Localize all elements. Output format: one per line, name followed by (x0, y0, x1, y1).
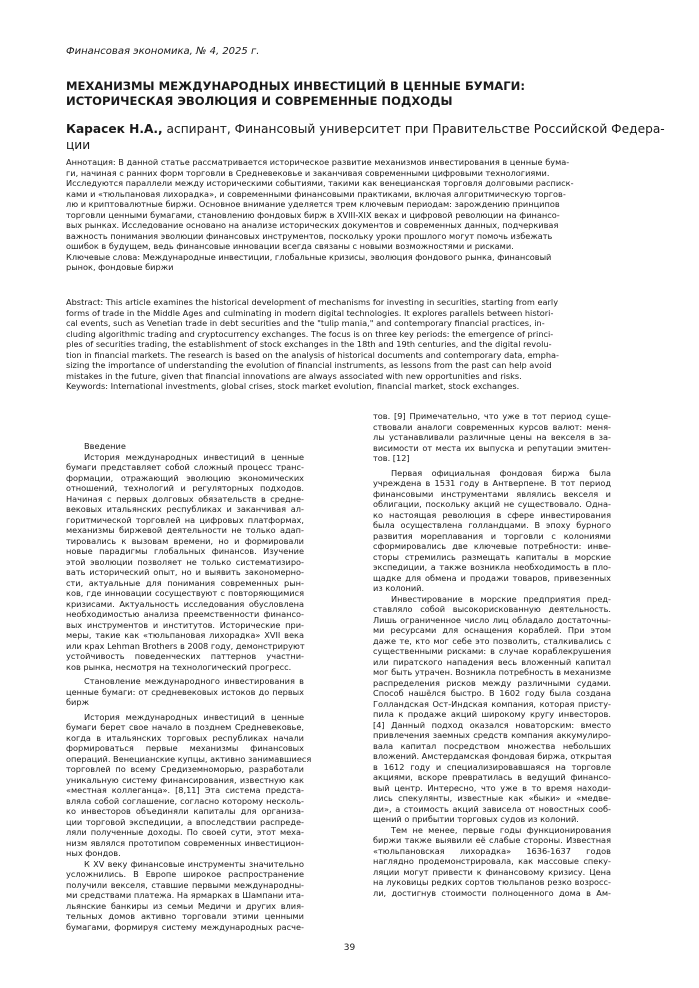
text-line: висимости от места их выпуска и репутации эмитен- (373, 442, 611, 453)
text-line: Введение (84, 441, 126, 451)
text-line: бумаги представляет собой сложный процесс транс- (66, 462, 304, 472)
title-line: ИСТОРИЧЕСКАЯ ЭВОЛЮЦИЯ И СОВРЕМЕННЫЕ ПОДХОДЫ (66, 94, 453, 108)
text-line: ков рынка, несмотря на технологический прогресс. (66, 661, 292, 672)
text-line: формироваться первые механизмы финансовых (66, 743, 304, 753)
text-line: тов. [12] (373, 453, 410, 463)
text-line: Первая официальная фондовая биржа была (391, 467, 611, 478)
text-line: ценные бумаги: от средневековых истоков до первых (66, 686, 304, 697)
text-line: бирж (66, 697, 89, 707)
text-line: щадке для обмена и продажи товаров, привезенных (373, 572, 611, 583)
annotation-line: важность понимания эволюции финансовых инструментов, поскольку уроки прошлого могут помочь избежать (66, 230, 553, 241)
abstract-line: cal events, such as Venetian trade in debt securities and the "tulip mania," and contemporary financial practices, in- (66, 318, 545, 328)
text-line: ми ресурсами для оснащения кораблей. При этом (373, 625, 611, 635)
text-line: ставляло собой высокорискованную деятельность. (373, 604, 611, 614)
annotation-line: торговли ценными бумагами, становлению фондовых бирж в XVIII-XIX веках и цифровой революции на финансо- (66, 209, 560, 220)
text-line: механизмы биржевой деятельности не только адап- (66, 525, 304, 535)
text-line: получили векселя, ставшие первыми международны- (66, 879, 304, 890)
annotation-ru (66, 157, 636, 273)
text-line: ков, где инновации сосуществуют с повторяющимися (66, 588, 304, 598)
text-line: когда в итальянских торговых республиках начали (66, 732, 304, 743)
annotation-line: вых рынках. Исследование основано на анализе исторических документов и современных данных, подчеркивая (66, 220, 559, 230)
text-line: Тем не менее, первые годы функционирования (391, 824, 611, 835)
author-name: Карасек Н.А., (66, 122, 163, 136)
text-line: ли, достигнув стоимости полноценного дома в Ам- (373, 887, 611, 898)
text-line: была осуществлена голландцами. В эпоху бурного (373, 520, 611, 530)
right-column (373, 411, 611, 898)
text-line: учреждена в 1531 году в Антверпене. В тот период (373, 478, 611, 488)
text-line: [4] Данный подход оказался новаторским: вместо (373, 719, 611, 730)
abstract-line: ples of securities trading, the establishment of stock exchanges in the 18th and 19th centuries, and the digital revolu- (66, 339, 552, 349)
author-affiliation: аспирант, Финансовый университет при Правительстве Российской Федера- (162, 122, 665, 136)
annotation-line: Аннотация: В данной статье рассматривается историческое развитие механизмов инвестирования в ценные бума- (66, 157, 570, 167)
text-line: сти, актуальные для понимания современных рын- (66, 577, 304, 588)
text-line: горитмической торговлей на цифровых платформах, (66, 514, 304, 525)
text-line: или крах Lehman Brothers в 2008 году, демонстрируют (66, 640, 305, 651)
text-line: уникальную систему финансирования, известную как (66, 774, 304, 785)
text-line: необходимостью анализа преемственности финансо- (66, 609, 304, 619)
page-number: 39 (343, 943, 356, 953)
text-line: тировались к вызовам времени, но и формировали (66, 535, 304, 546)
text-line: формации, отражающий эволюцию экономических (66, 472, 304, 483)
annotation-line: Ключевые слова: Международные инвестиции, глобальные кризисы, эволюция фондового рынка, финансовый (66, 251, 552, 262)
text-line: усложнились. В Европе широкое распространение (66, 869, 304, 879)
text-line: операций. Венецианские купцы, активно занимавшиеся (66, 753, 312, 764)
abstract-line: mistakes in the future, given that financial innovations are always associated with new opportunities and risks. (66, 370, 522, 381)
text-line: История международных инвестиций в ценные (84, 451, 304, 462)
text-line: или пиратского нападения весь вложенный капитал (373, 656, 611, 667)
title-line: МЕХАНИЗМЫ МЕЖДУНАРОДНЫХ ИНВЕСТИЦИЙ В ЦЕННЫЕ БУМАГИ: (66, 79, 525, 93)
text-line: акциями, вскоре превратилась в ведущий финансо- (373, 772, 611, 782)
text-line: вековых итальянских республиках и заканчивая ал- (66, 504, 304, 514)
text-line: тов. [9] Примечательно, что уже в тот период суще- (373, 411, 611, 421)
text-line: сторы стремились размещать капиталы в морские (373, 551, 611, 562)
text-line: сформировались две ключевые потребности: инве- (373, 541, 611, 551)
text-line: меры, такие как «тюльпановая лихорадка» XVII века (66, 630, 304, 640)
abstract-line: cluding algorithmic trading and cryptocurrency exchanges. The focus is on three key periods: the emergence of princi- (66, 328, 554, 339)
text-line: облигации, поскольку акций не существовало. Одна- (373, 499, 611, 509)
text-line: наглядно продемонстрировала, как массовые спеку- (373, 856, 611, 866)
text-line: даже те, кто мог себе это позволить, сталкивались с (373, 635, 611, 646)
text-line: торговлей по всему Средиземноморью, разработали (66, 764, 304, 774)
text-line: вать исторический опыт, но и выявить закономерно- (66, 567, 304, 577)
abstract-line: tion in financial markets. The research is based on the analysis of historical documents and contemporary data, empha- (66, 349, 560, 360)
text-line: Становление международного инвестирования в (84, 676, 304, 686)
text-line: биржи также выявили её слабые стороны. Известная (373, 835, 611, 845)
text-line: ции торговой экспедиции, а впоследствии распреде- (66, 816, 304, 827)
text-line: Способ нашёлся быстро. В 1602 году была создана (373, 688, 611, 698)
text-line: устойчивость поведенческих паттернов участни- (66, 651, 304, 661)
text-line: Инвестирование в морские предприятия пред- (391, 593, 611, 604)
text-line: существенными рисками: в случае кораблекрушения (373, 646, 611, 656)
annotation-line: Исследуются параллели между историческими событиями, такими как венецианская торговля долговыми расписк- (66, 178, 574, 188)
text-line: распределения рисков между различными судами. (373, 677, 611, 688)
annotation-line: рынок, фондовые биржи (66, 262, 174, 272)
text-line: ди», а стоимость акций зависела от новостных сооб- (373, 803, 611, 814)
text-line: щений о прибытии торговых судов из колоний. (373, 814, 579, 824)
text-line: лы устанавливали различные цены на векселя в за- (373, 432, 611, 442)
text-line: ных фондов. (66, 848, 121, 858)
article-title (66, 79, 636, 109)
text-line: привлечения заемных средств компания аккумулиро- (373, 730, 611, 740)
author-line (66, 121, 665, 137)
text-line: лись спекулянты, известные как «быки» и «медве- (373, 793, 611, 803)
annotation-line: ошибок в будущем, ведь финансовые инновации всегда связаны с новыми возможностями и рисками. (66, 241, 514, 251)
author-affiliation-cont: ции (66, 138, 91, 152)
text-line: бумаги берет свое начало в позднем Средневековье, (66, 722, 304, 732)
text-line: ко настоящая революция в сфере инвестирования (373, 509, 611, 520)
text-line: этой эволюции позволяет не только систематизиро- (66, 556, 304, 567)
annotation-line: лю и криптовалютные биржи. Основное внимание уделяется трем ключевым периодам: зарождению принципов (66, 199, 560, 209)
abstract-line: forms of trade in the Middle Ages and culminating in modern digital technologies. It explores parallels between histori- (66, 307, 554, 318)
text-line: ко инвесторов объединяли капиталы для организа- (66, 806, 304, 816)
text-line: низм являлся прототипом современных инвестицион- (66, 837, 304, 848)
text-line: мог быть утрачен. Возникла потребность в механизме (373, 667, 611, 677)
abstract-en (66, 297, 636, 392)
text-line: финансовыми инструментами являлись векселя и (373, 488, 611, 499)
author-block (66, 121, 665, 153)
text-line: К XV веку финансовые инструменты значительно (84, 858, 304, 869)
text-line: на луковицы редких сортов тюльпанов резко возросс- (373, 877, 611, 887)
text-line: пила к продаже акций широкому кругу инвесторов. (373, 709, 611, 719)
text-line: ствовали аналоги современных курсов валют: меня- (373, 421, 611, 432)
annotation-line: ги, начиная с ранних форм торговли в Средневековье и заканчивая современными цифровыми технологиями. (66, 167, 550, 178)
text-line: льянские банкиры из семьи Медичи и других влия- (66, 900, 304, 911)
text-line: «местная коллеганца». [8,11] Эта система предста- (66, 785, 304, 795)
text-line: Начиная с первых долговых обязательств в средне- (66, 493, 304, 504)
journal-header: Финансовая экономика, № 4, 2025 г. (66, 46, 260, 57)
text-line: отношений, технологий и регуляторных подходов. (66, 483, 304, 493)
text-line: ляции могут привести к финансовому кризису. Цена (373, 866, 611, 877)
text-line: Голландская Ост-Индская компания, которая присту- (373, 698, 611, 709)
text-line: в 1612 году и специализировавшаяся на торговле (373, 761, 611, 772)
text-line: вала капитал посредством множества небольших (373, 740, 611, 751)
abstract-line: sizing the importance of understanding the evolution of financial instruments, as lessons from the past can help avoid (66, 360, 552, 370)
text-line: вложений. Амстердамская фондовая биржа, открытая (373, 751, 612, 761)
text-line: из колоний. (373, 583, 425, 593)
text-line: экспедиции, а также возникла необходимость в пло- (373, 562, 611, 572)
text-line: новые парадигмы глобальных финансов. Изучение (66, 546, 304, 556)
text-line: развития мореплавания и торговли с колониями (373, 530, 611, 541)
abstract-line: Keywords: International investments, global crises, stock market evolution, financial market, stock exchanges. (66, 381, 520, 391)
text-line: кризисами. Актуальность исследования обусловлена (66, 598, 304, 609)
text-line: ляли полученные доходы. По своей сути, этот меха- (66, 827, 304, 837)
text-line: ми средствами платежа. На ярмарках в Шампани ита- (66, 890, 304, 900)
text-line: тельных домов активно торговали этими ценными (66, 911, 304, 921)
text-line: «тюльпановская лихорадка» 1636-1637 годов (373, 845, 611, 856)
text-line: История международных инвестиций в ценные (84, 711, 304, 722)
text-line: Лишь ограниченное число лиц обладало достаточны- (373, 614, 611, 625)
text-line: вых инструментов и институтов. Исторические при- (66, 619, 304, 630)
text-line: вый центр. Интересно, что уже в то время находи- (373, 782, 611, 793)
abstract-line: Abstract: This article examines the historical development of mechanisms for investing in securities, starting from early (66, 297, 559, 307)
text-line: вляла собой соглашение, согласно которому несколь- (66, 795, 304, 806)
annotation-line: ками и «тюльпановая лихорадка», и современными финансовыми практиками, включая алгоритмическую торгов- (66, 188, 566, 199)
left-column (66, 441, 312, 932)
text-line: бумагами, формируя систему международных расче- (66, 921, 304, 932)
